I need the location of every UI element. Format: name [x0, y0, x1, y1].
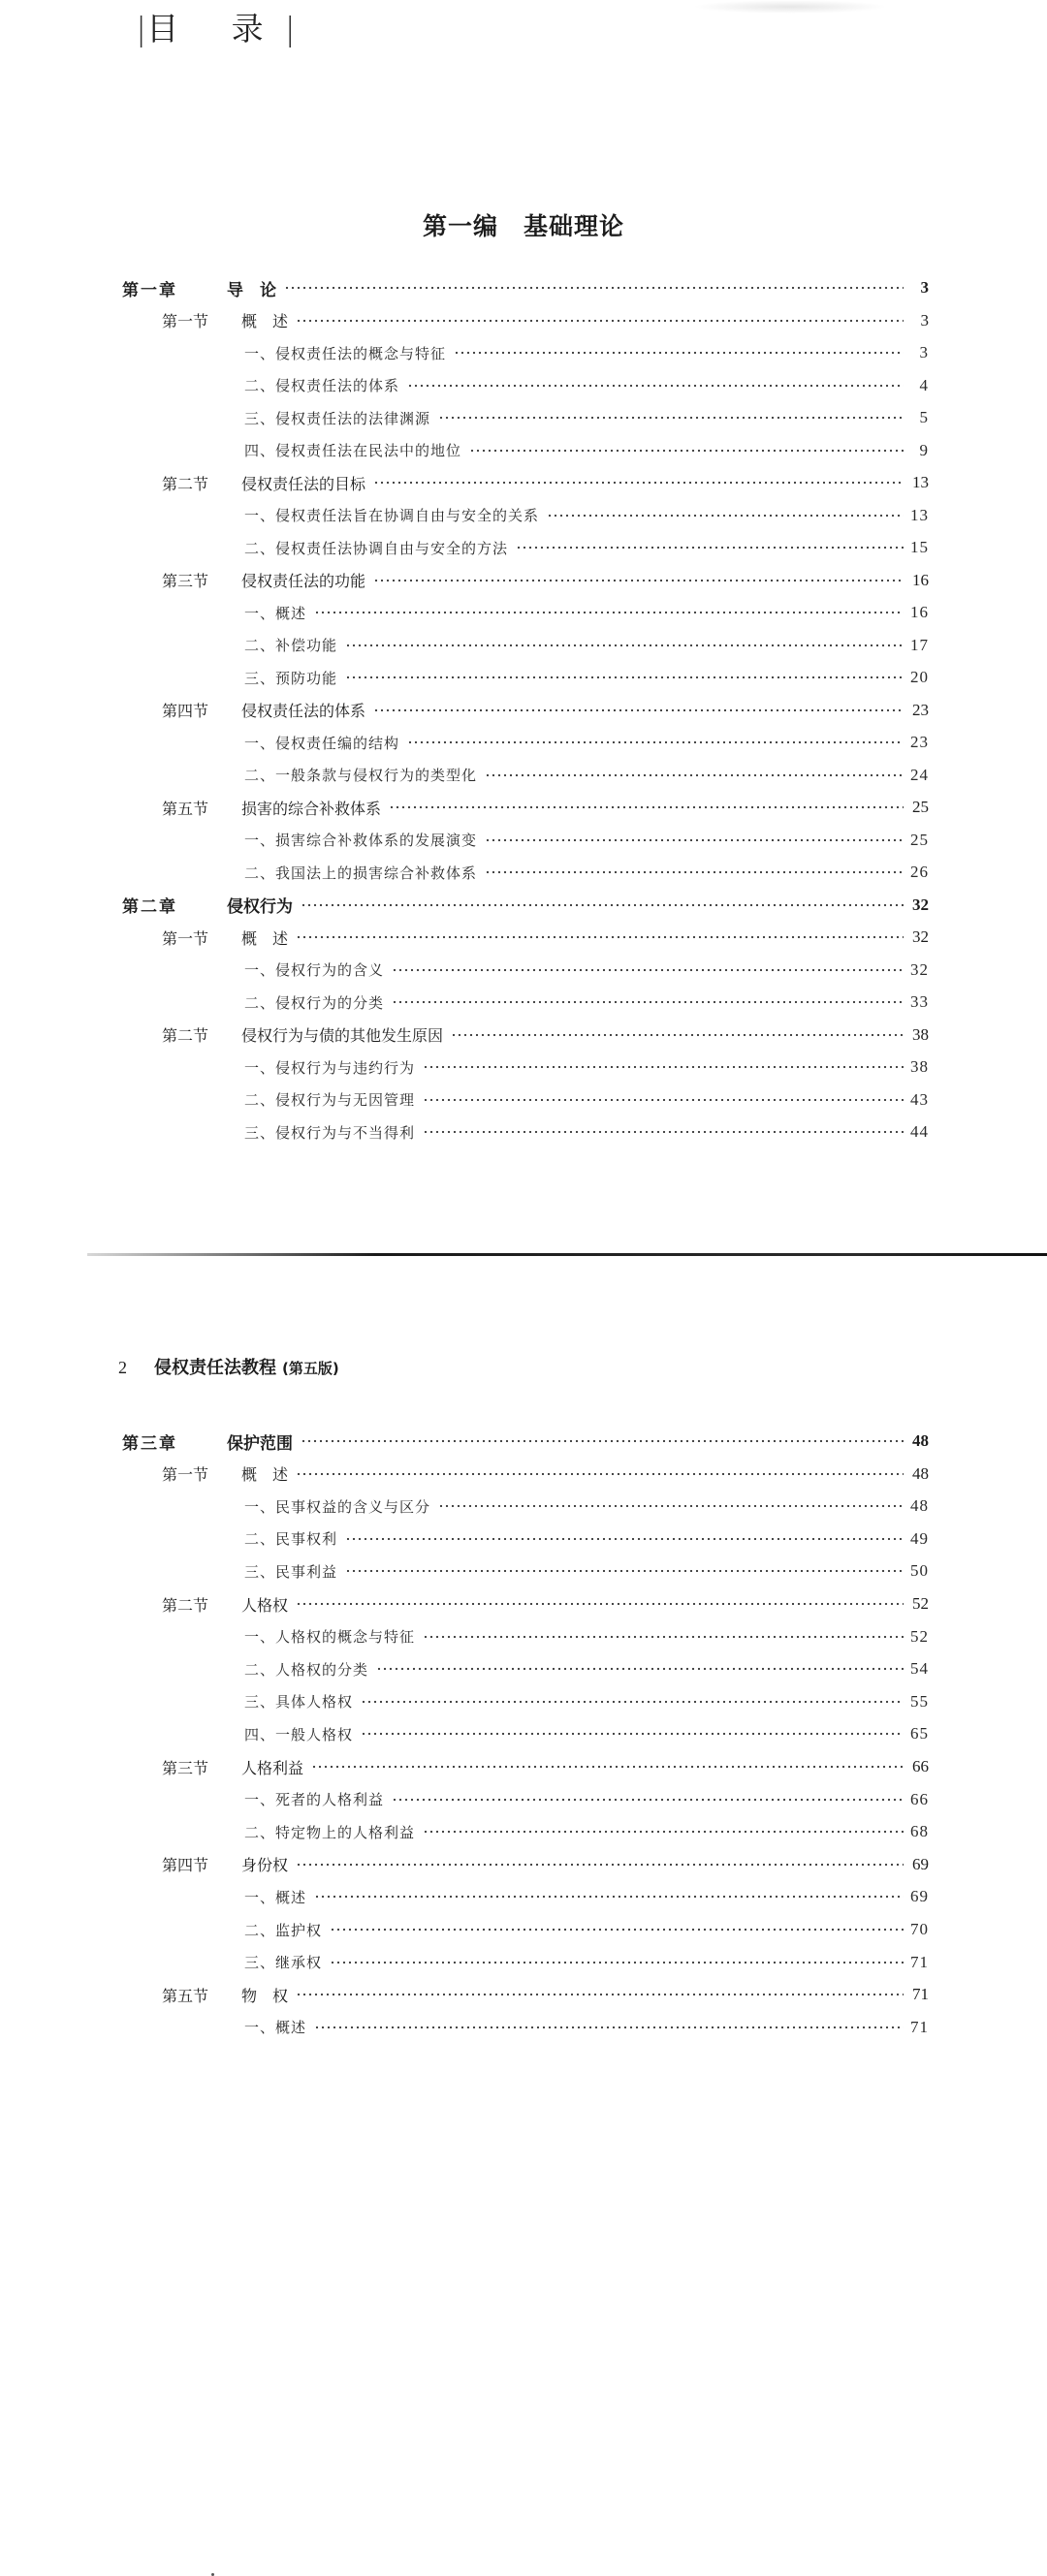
toc-entry-label: [244, 1789, 388, 1809]
book-title: 侵权责任法教程: [154, 1358, 276, 1378]
scan-shadow: [693, 0, 887, 14]
toc-entry-title: 二、侵权责任法的体系: [244, 377, 400, 394]
dot-leader: [345, 640, 904, 651]
dot-leader: [392, 964, 904, 976]
toc-entry-label: [162, 1853, 292, 1875]
toc-entry-page: 48: [910, 1496, 929, 1516]
dot-leader: [373, 477, 904, 488]
toc-entry-label: [244, 1691, 357, 1712]
toc-entry-label: [122, 276, 280, 300]
toc-header: |目 录|: [136, 10, 296, 47]
toc-entry-section: [162, 308, 929, 333]
toc-entry-section: [162, 795, 929, 820]
toc-entry-title: 三、具体人格权: [244, 1693, 354, 1712]
toc-entry-sub: [244, 600, 929, 625]
toc-entry-sub: [244, 340, 929, 365]
toc-entry-page: 9: [919, 440, 929, 459]
toc-entry-sub: [244, 1689, 929, 1714]
toc-entry-page: 23: [910, 733, 929, 751]
toc-entry-sub: [244, 1721, 929, 1746]
toc-entry-page: 20: [910, 668, 929, 686]
toc-entry-title: 概 述: [241, 1465, 289, 1485]
dot-leader: [330, 1957, 904, 1968]
toc-entry-page: 50: [910, 1561, 929, 1581]
toc-entry-section: [162, 1754, 929, 1779]
toc-entry-sub: [244, 730, 929, 755]
toc-entry-title: 三、侵权行为与不当得利: [244, 1123, 416, 1142]
toc-entry-title: 侵权行为: [227, 897, 293, 917]
toc-entry-sub: [244, 535, 929, 560]
toc-entry-title: 概 述: [241, 312, 289, 330]
part-title: 第一编 基础理论: [422, 212, 624, 240]
toc-entry-label: [162, 472, 369, 494]
toc-entry-label: [244, 1952, 326, 1972]
toc-entry-section: [162, 470, 929, 495]
toc-entry-page: 25: [912, 798, 929, 816]
toc-entry-sub: [244, 860, 929, 885]
dot-leader: [296, 1468, 904, 1480]
toc-entry-number: 第四节: [162, 702, 209, 720]
toc-entry-label: [244, 959, 388, 980]
toc-entry-label: [244, 375, 403, 395]
dot-leader: [314, 607, 904, 618]
toc-entry-label: [244, 2017, 310, 2037]
toc-entry-title: 三、侵权责任法的法律渊源: [244, 409, 431, 427]
toc-entry-title: 一、侵权责任编的结构: [244, 734, 400, 752]
toc-entry-section: [162, 1852, 929, 1877]
toc-entry-section: [162, 1022, 929, 1048]
toc-entry-title: 三、预防功能: [244, 669, 338, 687]
toc-entry-sub: [244, 990, 929, 1015]
dot-leader: [296, 1598, 904, 1610]
dot-leader: [361, 1728, 904, 1740]
toc-entry-sub: [244, 1493, 929, 1519]
toc-entry-label: [244, 1528, 341, 1549]
toc-entry-sub: [244, 1119, 929, 1145]
toc-entry-label: [244, 830, 481, 850]
toc-entry-sub: [244, 1526, 929, 1552]
toc-entry-title: 三、继承权: [244, 1954, 323, 1972]
dot-leader: [284, 282, 904, 294]
toc-entry-title: 侵权责任法的功能: [241, 572, 366, 590]
toc-entry-page: 32: [910, 959, 929, 979]
dot-leader: [296, 1859, 904, 1870]
toc-entry-number: 第二节: [162, 474, 209, 493]
toc-entry-label: [162, 797, 385, 819]
toc-entry-label: [244, 1496, 434, 1517]
toc-entry-title: 人格利益: [241, 1758, 304, 1777]
toc-entry-number: 第四节: [162, 1856, 209, 1875]
toc-entry-title: 四、一般人格权: [244, 1725, 354, 1744]
toc-entry-page: 13: [910, 505, 929, 524]
toc-entry-title: 二、一般条款与侵权行为的类型化: [244, 767, 478, 784]
running-head: [118, 1354, 339, 1379]
toc-entry-title: 二、特定物上的人格利益: [244, 1823, 416, 1841]
toc-entry-page: 44: [910, 1122, 929, 1141]
dot-leader: [547, 510, 904, 521]
toc-entry-label: [244, 1659, 372, 1680]
toc-entry-number: 第一章: [122, 280, 177, 300]
toc-entry-label: [244, 408, 434, 428]
toc-entry-label: [244, 863, 481, 883]
toc-entry-title: 一、侵权责任法旨在协调自由与安全的关系: [244, 507, 540, 524]
toc-entry-page: 52: [912, 1594, 929, 1613]
toc-entry-page: 25: [910, 830, 929, 849]
toc-entry-sub: [244, 1819, 929, 1844]
toc-entry-page: 48: [912, 1463, 929, 1483]
toc-entry-page: 3: [920, 278, 929, 297]
toc-entry-number: 第二节: [162, 1595, 209, 1615]
toc-entry-label: [162, 1756, 307, 1778]
toc-entry-label: [244, 538, 512, 558]
toc-entry-title: 物 权: [241, 1986, 289, 2005]
toc-entry-section: [162, 698, 929, 723]
toc-entry-page: 17: [910, 635, 929, 654]
toc-entry-number: 第三章: [122, 1433, 177, 1454]
toc-entry-chapter: [122, 893, 929, 918]
dot-leader: [301, 1435, 904, 1447]
toc-entry-label: [244, 1724, 357, 1744]
page-number: 2: [118, 1358, 127, 1377]
toc-entry-page: 49: [910, 1528, 929, 1548]
toc-entry-number: 第二章: [122, 897, 177, 917]
dot-leader: [301, 899, 904, 911]
dot-leader: [407, 380, 904, 392]
toc-entry-page: 71: [910, 1952, 929, 1971]
toc-entry-page: 48: [912, 1431, 929, 1450]
toc-entry-sub: [244, 1624, 929, 1649]
toc-entry-number: 第三节: [162, 1758, 209, 1777]
toc-entry-title: 一、人格权的概念与特征: [244, 1628, 416, 1647]
dot-leader: [438, 1500, 904, 1512]
dot-leader: [361, 1696, 904, 1708]
toc-entry-sub: [244, 665, 929, 690]
toc-entry-chapter: [122, 1429, 929, 1454]
toc-entry-title: 人格权: [241, 1595, 289, 1615]
dot-leader: [451, 1029, 904, 1041]
toc-entry-page: 3: [920, 310, 929, 330]
dot-leader: [314, 2022, 904, 2033]
toc-entry-page: 54: [910, 1659, 929, 1679]
toc-entry-page: 4: [919, 375, 929, 394]
dot-leader: [311, 1761, 904, 1773]
toc-entry-label: [244, 603, 310, 623]
toc-entry-sub: [244, 1917, 929, 1942]
dot-leader: [296, 1989, 904, 2000]
toc-entry-page: 16: [910, 603, 929, 621]
toc-entry-title: 二、人格权的分类: [244, 1660, 369, 1679]
toc-entry-page: 16: [912, 570, 929, 589]
dot-leader: [376, 1663, 904, 1675]
dot-leader: [373, 575, 904, 586]
toc-entry-page: 69: [910, 1887, 929, 1906]
toc-entry-label: [244, 1822, 419, 1842]
toc-entry-page: 38: [912, 1024, 929, 1044]
dot-leader: [516, 542, 904, 553]
toc-header-text: 目 录: [146, 10, 285, 47]
dot-leader: [389, 801, 904, 813]
toc-entry-label: [244, 1057, 419, 1078]
toc-entry-chapter: [122, 275, 929, 300]
toc-entry-label: [162, 1023, 447, 1046]
toc-entry-title: 一、死者的人格利益: [244, 1791, 385, 1809]
toc-entry-sub: [244, 405, 929, 430]
toc-entry-title: 二、监护权: [244, 1921, 323, 1939]
dot-leader: [296, 931, 904, 943]
toc-entry-sub: [244, 1054, 929, 1080]
dot-leader: [423, 1061, 904, 1073]
dot-leader: [485, 866, 904, 878]
toc-entry-sub: [244, 1884, 929, 1909]
toc-entry-label: [244, 635, 341, 655]
toc-entry-title: 二、侵权行为的分类: [244, 993, 385, 1012]
toc-entry-sub: [244, 2015, 929, 2040]
toc-entry-number: 第三节: [162, 572, 209, 590]
toc-entry-title: 一、概述: [244, 1888, 307, 1906]
toc-entry-label: [244, 668, 341, 688]
toc-entry-page: 68: [910, 1822, 929, 1841]
dot-leader: [345, 1533, 904, 1545]
toc-entry-page: 71: [912, 1985, 929, 2004]
toc-entry-page: 38: [910, 1057, 929, 1076]
dot-leader: [438, 412, 904, 424]
toc-entry-title: 一、损害综合补救体系的发展演变: [244, 832, 478, 849]
toc-entry-title: 侵权责任法的体系: [241, 702, 366, 720]
page-divider: [87, 1253, 1047, 1256]
toc-entry-title: 导 论: [227, 280, 276, 300]
toc-entry-label: [122, 893, 297, 917]
toc-entry-title: 一、概述: [244, 2019, 307, 2037]
toc-entry-label: [162, 699, 369, 721]
toc-entry-label: [244, 1626, 419, 1647]
dot-leader: [330, 1924, 904, 1935]
toc-entry-sub: [244, 763, 929, 788]
toc-entry-page: 52: [910, 1626, 929, 1646]
toc-entry-label: [244, 765, 481, 785]
toc-entry-title: 二、我国法上的损害综合补救体系: [244, 864, 478, 882]
toc-entry-number: 第五节: [162, 799, 209, 818]
toc-entry-page: 32: [912, 927, 929, 946]
toc-entry-label: [244, 1089, 419, 1110]
dot-leader: [345, 1565, 904, 1577]
toc-entry-page: 66: [912, 1757, 929, 1775]
toc-entry-title: 四、侵权责任法在民法中的地位: [244, 442, 462, 459]
toc-page-1: [0, 0, 1047, 1250]
toc-entry-sub: [244, 633, 929, 658]
toc-entry-section: [162, 1591, 929, 1617]
book-edition: (第五版): [282, 1360, 339, 1377]
toc-entry-title: 侵权行为与债的其他发生原因: [241, 1026, 444, 1045]
toc-entry-label: [162, 1462, 292, 1485]
toc-entry-page: 5: [919, 408, 929, 426]
toc-entry-section: [162, 925, 929, 950]
toc-entry-label: [122, 1429, 297, 1454]
toc-entry-page: 3: [919, 343, 929, 361]
toc-entry-page: 66: [910, 1789, 929, 1808]
dot-leader: [407, 737, 904, 748]
toc-entry-number: 第二节: [162, 1026, 209, 1045]
toc-entry-title: 侵权责任法的目标: [241, 474, 366, 493]
toc-entry-label: [162, 1593, 292, 1616]
toc-entry-title: 二、侵权责任法协调自由与安全的方法: [244, 539, 509, 557]
dot-leader: [485, 834, 904, 846]
dot-leader: [469, 445, 904, 456]
toc-entry-label: [244, 1561, 341, 1582]
toc-entry-number: 第一节: [162, 1465, 209, 1485]
toc-entry-label: [162, 927, 292, 949]
toc-entry-number: 第五节: [162, 1986, 209, 2005]
toc-entry-title: 二、民事权利: [244, 1530, 338, 1549]
dot-leader: [423, 1094, 904, 1106]
toc-entry-label: [244, 992, 388, 1013]
toc-entry-title: 二、补偿功能: [244, 637, 338, 654]
toc-entry-page: 71: [910, 2017, 929, 2036]
toc-entry-title: 一、概述: [244, 604, 307, 622]
toc-entry-label: [162, 1984, 292, 2006]
toc-entry-sub: [244, 1656, 929, 1681]
toc-entry-title: 身份权: [241, 1856, 289, 1875]
dot-leader: [392, 1794, 904, 1806]
toc-entry-label: [244, 1920, 326, 1940]
toc-entry-page: 33: [910, 992, 929, 1011]
toc-entry-section: [162, 1461, 929, 1487]
toc-entry-sub: [244, 828, 929, 853]
dot-leader: [485, 770, 904, 781]
toc-entry-label: [162, 309, 292, 331]
toc-entry-label: [244, 440, 465, 460]
toc-entry-section: [162, 568, 929, 593]
toc-entry-sub: [244, 1558, 929, 1584]
toc-entry-page: 15: [910, 538, 929, 556]
dot-leader: [454, 347, 904, 359]
toc-entry-page: 13: [912, 473, 929, 491]
toc-entry-title: 概 述: [241, 928, 289, 948]
toc-entry-page: 32: [912, 895, 929, 914]
toc-entry-label: [244, 505, 543, 525]
dot-leader: [423, 1631, 904, 1643]
toc-entry-title: 二、侵权行为与无因管理: [244, 1091, 416, 1109]
toc-entry-title: 一、侵权责任法的概念与特征: [244, 344, 447, 362]
toc-entry-sub: [244, 1087, 929, 1113]
toc-entry-title: 一、侵权行为与违约行为: [244, 1058, 416, 1077]
toc-entry-label: [244, 343, 450, 363]
toc-entry-section: [162, 1982, 929, 2007]
toc-entry-page: 43: [910, 1089, 929, 1109]
toc-entry-page: 26: [910, 863, 929, 881]
toc-entry-sub: [244, 1787, 929, 1812]
dot-leader: [373, 705, 904, 716]
dot-leader: [392, 996, 904, 1008]
toc-entry-title: 三、民事利益: [244, 1562, 338, 1581]
toc-entry-page: 69: [912, 1854, 929, 1873]
dot-leader: [345, 672, 904, 683]
dot-leader: [423, 1826, 904, 1838]
toc-entry-sub: [244, 438, 929, 463]
toc-entry-title: 损害的综合补救体系: [241, 799, 382, 818]
toc-entry-page: 24: [910, 765, 929, 784]
toc-entry-label: [244, 1122, 419, 1143]
toc-entry-label: [244, 733, 403, 753]
toc-entry-title: 一、侵权行为的含义: [244, 961, 385, 979]
toc-entry-title: 保护范围: [227, 1433, 293, 1454]
toc-entry-label: [244, 1887, 310, 1907]
toc-entry-page: 23: [912, 700, 929, 719]
toc-entry-title: 一、民事权益的含义与区分: [244, 1497, 431, 1516]
toc-entry-page: 55: [910, 1691, 929, 1711]
dot-leader: [296, 315, 904, 327]
toc-entry-sub: [244, 503, 929, 528]
toc-entry-sub: [244, 373, 929, 398]
toc-entry-page: 65: [910, 1724, 929, 1744]
dot-leader: [314, 1891, 904, 1902]
toc-entry-label: [162, 569, 369, 591]
toc-entry-page: 70: [910, 1920, 929, 1938]
toc-entry-sub: [244, 1950, 929, 1975]
toc-entry-sub: [244, 958, 929, 983]
toc-entry-number: 第一节: [162, 312, 209, 330]
dot-leader: [423, 1126, 904, 1138]
toc-entry-number: 第一节: [162, 928, 209, 948]
